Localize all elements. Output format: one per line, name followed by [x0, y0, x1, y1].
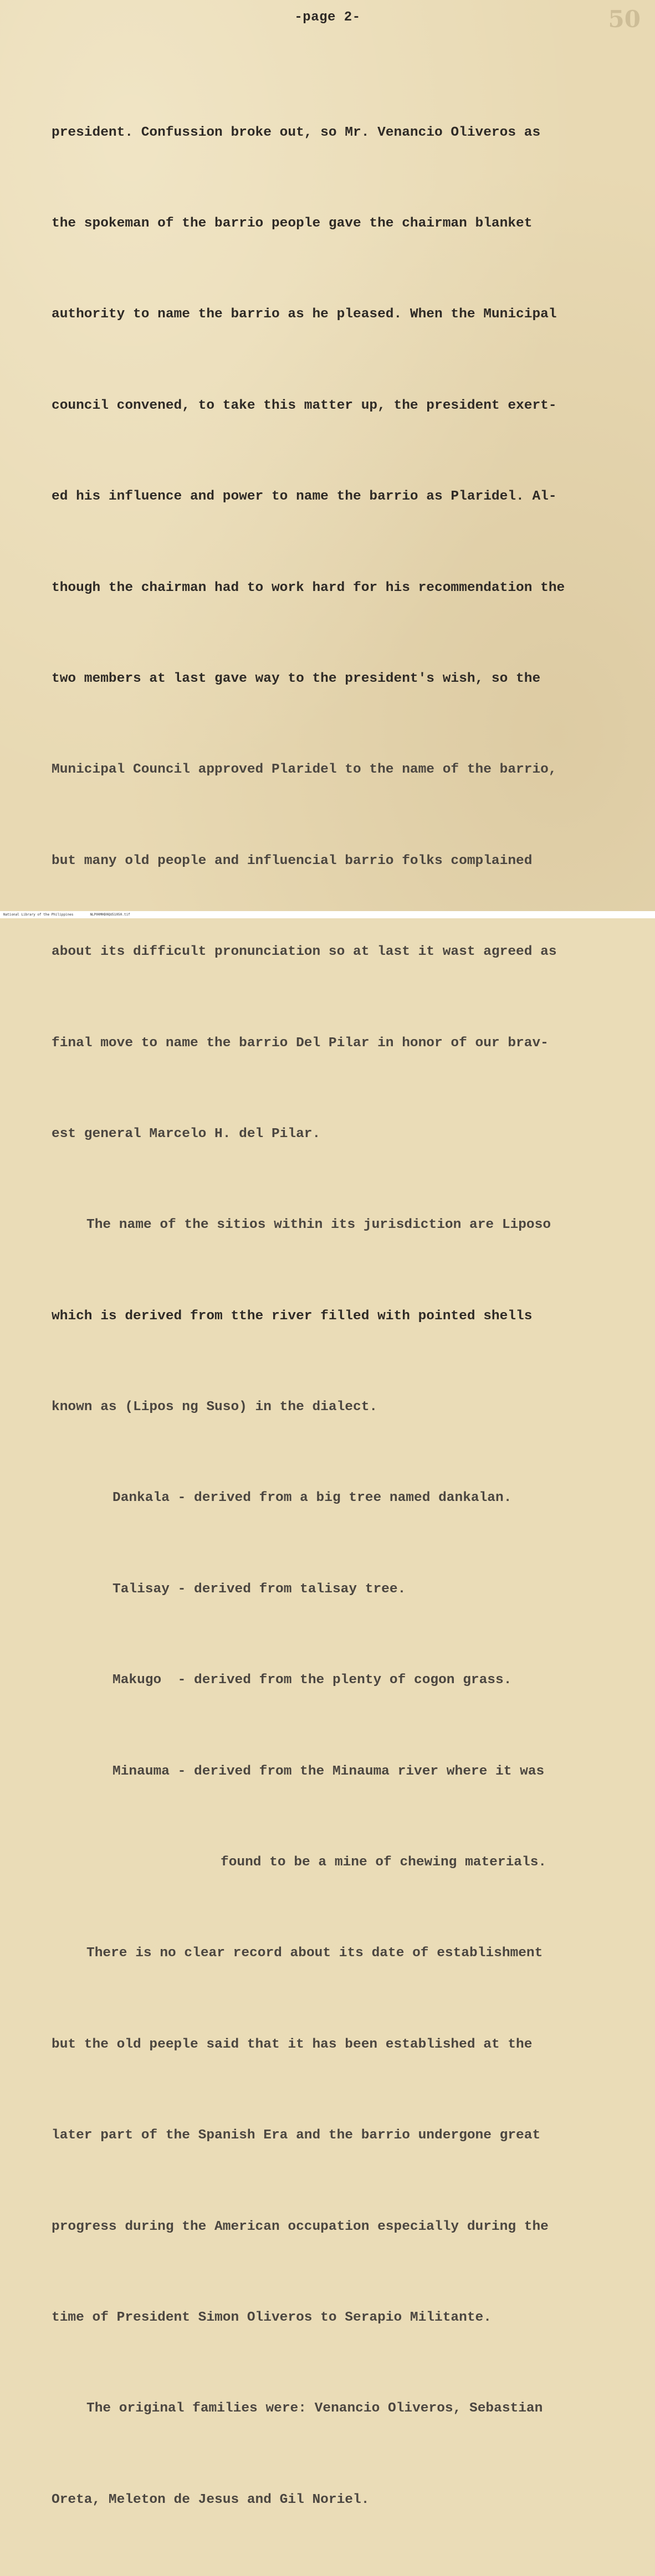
sitio-entry: Dankala - derived from a big tree named dankalan.: [112, 1490, 512, 1506]
text-line: time of President Simon Oliveros to Serapio Militante.: [52, 2310, 492, 2325]
text-line: Oreta, Meleton de Jesus and Gil Noriel.: [52, 2492, 370, 2507]
text-line: The original families were: Venancio Oliveros, Sebastian: [86, 2401, 543, 2416]
file-name: NLP00MHD0QU51050.tif: [90, 913, 130, 917]
text-line: though the chairman had to work hard for his recommendation the: [52, 580, 565, 595]
text-line: final move to name the barrio Del Pilar in honor of our brav-: [52, 1035, 549, 1051]
text-line: council convened, to take this matter up, the president exert-: [52, 398, 557, 413]
text-line: The name of the sitios within its jurisdiction are Liposo: [86, 1217, 551, 1233]
text-line: authority to name the barrio as he pleased. When the Municipal: [52, 307, 557, 322]
sitio-entry-continuation: found to be a mine of chewing materials.: [221, 1855, 547, 1870]
page-number-stamp: 50: [608, 6, 641, 33]
scan-footer: [0, 911, 655, 918]
text-line: two members at last gave way to the president's wish, so the: [52, 671, 541, 686]
text-line: est general Marcelo H. del Pilar.: [52, 1126, 321, 1142]
text-line: There is no clear record about its date of establishment: [86, 1946, 543, 1961]
text-line: ed his influence and power to name the barrio as Plaridel. Al-: [52, 489, 557, 505]
text-line: known as (Lipos ng Suso) in the dialect.: [52, 1400, 378, 1415]
page-header: -page 2-: [294, 10, 361, 25]
text-line: but many old people and influencial barrio folks complained: [52, 853, 533, 868]
library-credit: National Library of the Philippines: [3, 913, 74, 917]
text-line: progress during the American occupation especially during the: [52, 2219, 549, 2234]
sitio-entry: Talisay - derived from talisay tree.: [112, 1581, 406, 1597]
sitio-entry: Makugo - derived from the plenty of cogon grass.: [112, 1673, 512, 1688]
text-line: president. Confussion broke out, so Mr. Venancio Oliveros as: [52, 125, 541, 140]
text-line: later part of the Spanish Era and the barrio undergone great: [52, 2128, 541, 2143]
document-body: [52, 57, 622, 2576]
text-line: Municipal Council approved Plaridel to the name of the barrio,: [52, 762, 557, 778]
sitio-entry: Minauma - derived from the Minauma river where it was: [112, 1763, 545, 1779]
text-line: but the old peeple said that it has been established at the: [52, 2037, 533, 2052]
text-line: about its difficult pronunciation so at last it wast agreed as: [52, 944, 557, 960]
text-line: which is derived from tthe river filled with pointed shells: [52, 1308, 533, 1324]
text-line: the spokeman of the barrio people gave the chairman blanket: [52, 215, 533, 231]
